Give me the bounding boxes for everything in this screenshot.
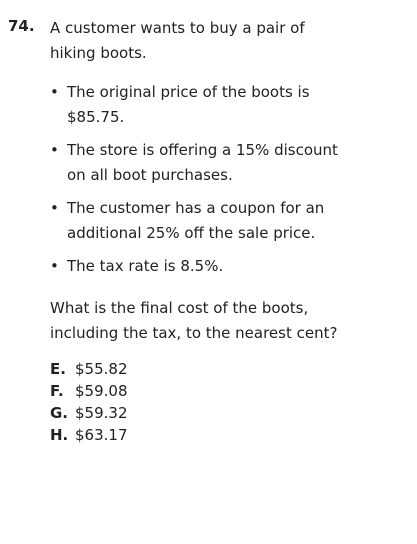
- bullet-icon: •: [50, 141, 59, 159]
- fact-text: The customer has a coupon for an additional 25% off the sale price.: [67, 199, 325, 242]
- answer-choice-g[interactable]: [50, 402, 128, 424]
- fact-item: [50, 80, 360, 130]
- fact-text: The original price of the boots is $85.75.: [67, 83, 310, 126]
- fact-item: [50, 138, 360, 188]
- choice-value: $59.32: [75, 404, 128, 422]
- choice-value: $55.82: [75, 360, 128, 378]
- question-prompt: What is the final cost of the boots, including the tax, to the nearest cent?: [50, 299, 338, 342]
- fact-item: [50, 196, 360, 246]
- fact-text: The tax rate is 8.5%.: [67, 257, 224, 275]
- choice-letter: H.: [50, 426, 69, 444]
- fact-item: [50, 254, 360, 279]
- choice-letter: F.: [50, 382, 64, 400]
- choice-letter: G.: [50, 404, 69, 422]
- question-number: 74.: [8, 17, 35, 35]
- bullet-icon: •: [50, 257, 59, 275]
- fact-text: The store is offering a 15% discount on all boot purchases.: [67, 141, 338, 184]
- bullet-icon: •: [50, 83, 59, 101]
- answer-choices: [50, 358, 128, 446]
- answer-choice-e[interactable]: [50, 358, 128, 380]
- choice-value: $63.17: [75, 426, 128, 444]
- bullet-icon: •: [50, 199, 59, 217]
- given-facts-list: [50, 80, 360, 287]
- answer-choice-f[interactable]: [50, 380, 128, 402]
- answer-choice-h[interactable]: [50, 424, 128, 446]
- choice-letter: E.: [50, 360, 66, 378]
- question-stem: A customer wants to buy a pair of hiking boots.: [50, 19, 305, 62]
- choice-value: $59.08: [75, 382, 128, 400]
